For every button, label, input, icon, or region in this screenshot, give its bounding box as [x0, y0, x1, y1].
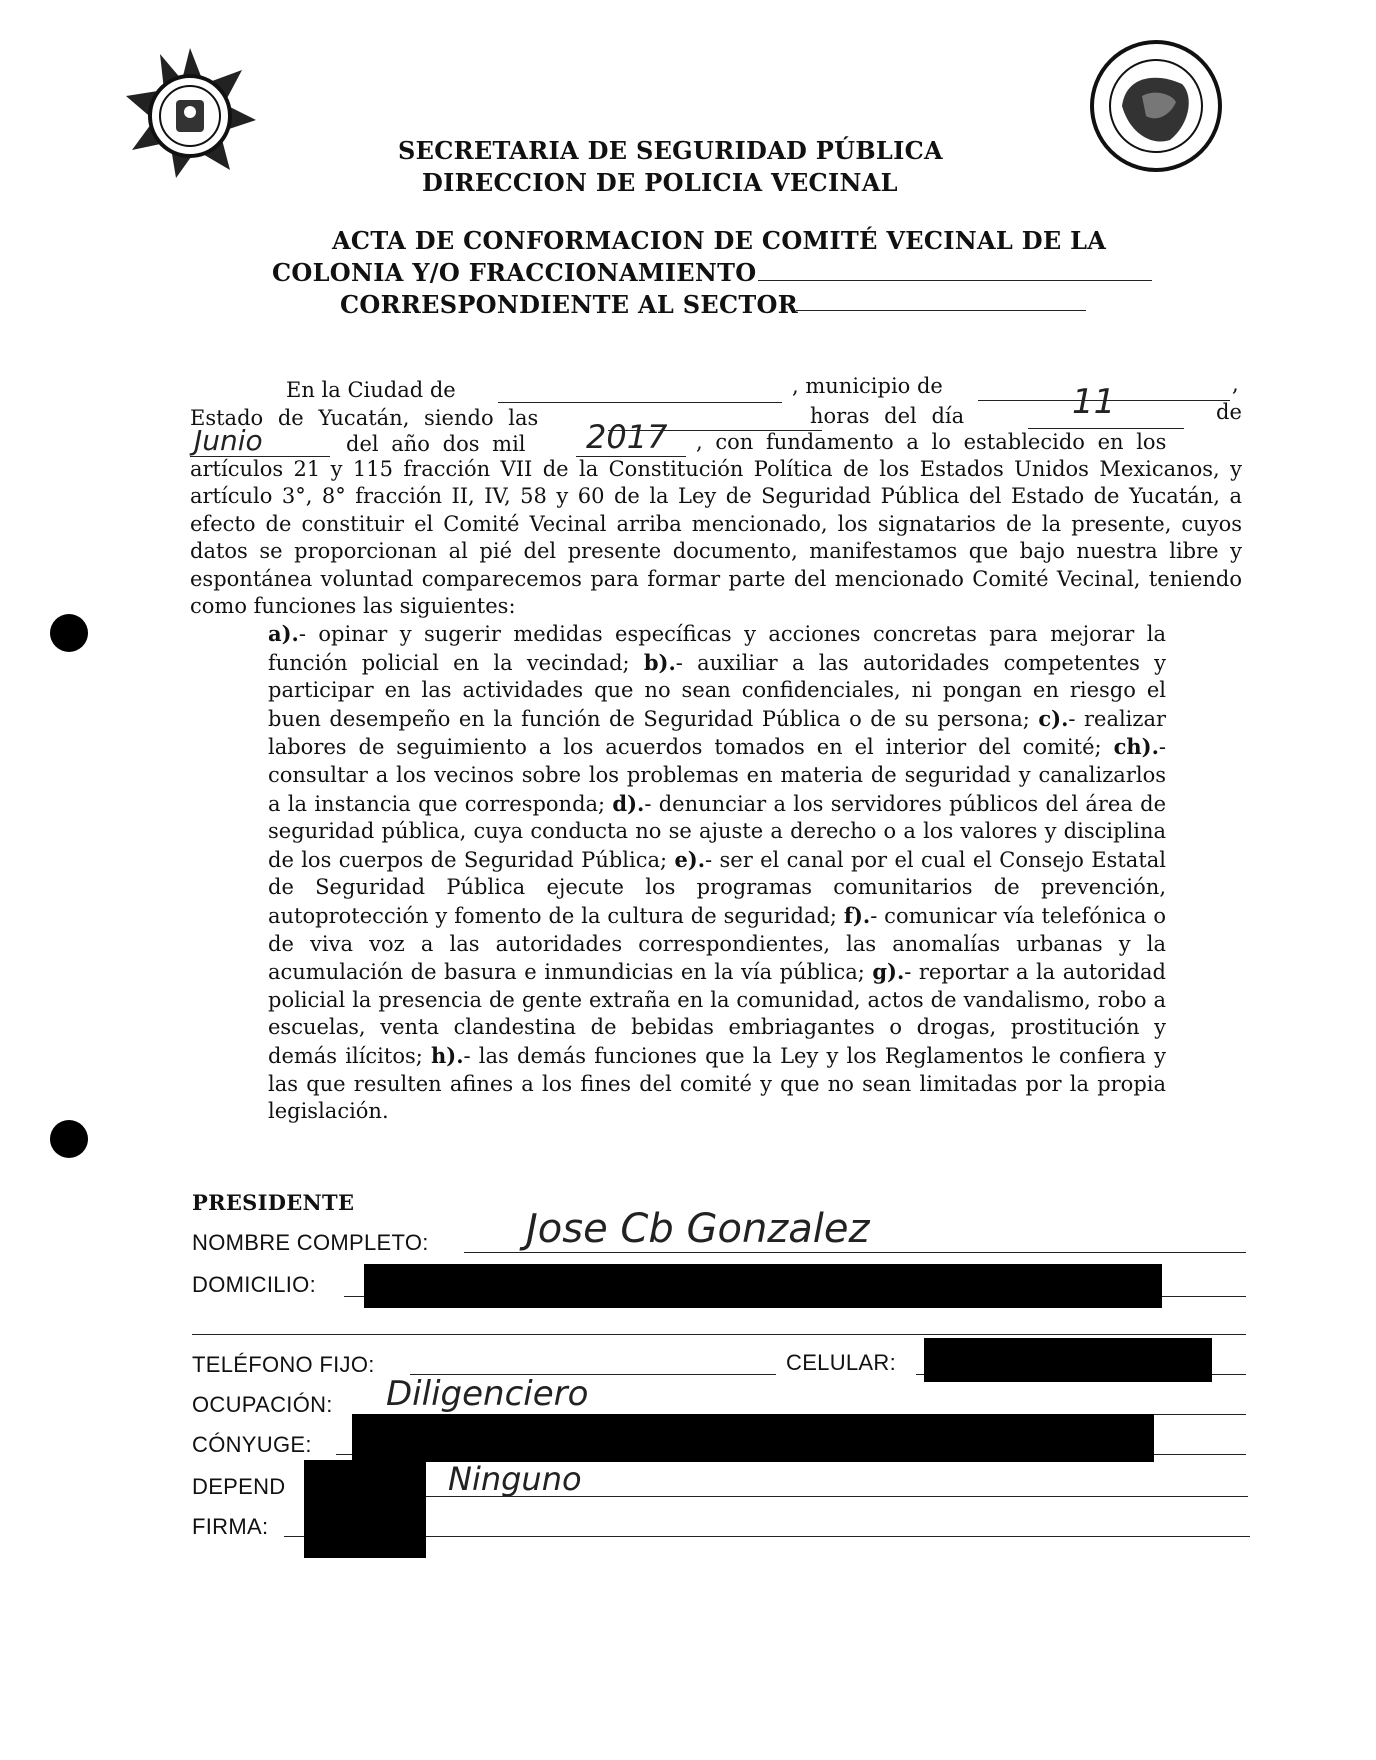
function-item: b).- auxiliar a las autoridades competentes y participar en las actividades que no sean confidenciales, ni pongan en riesgo el buen desempeño en la función de Seguridad Pública o de su persona;: [268, 649, 1166, 731]
punch-hole-dot: [50, 1120, 88, 1158]
handwritten-month: Junio: [194, 424, 263, 457]
domicilio-extra-line: [192, 1334, 1246, 1335]
firma-field-line: [284, 1536, 1250, 1537]
dependientes-label: DEPEND: [192, 1474, 286, 1499]
redaction-box: [924, 1338, 1212, 1382]
handwritten-nombre: Jose Cb Gonzalez: [526, 1206, 870, 1252]
telefono-label: TELÉFONO FIJO:: [192, 1352, 375, 1377]
function-item: h).- las demás funciones que la Ley y los Reglamentos le confiera y las que resulten afines a los fines del comité y que no sean limitadas por la propia legislación.: [268, 1042, 1166, 1124]
intro-estado-label: Estado de Yucatán, siendo las: [190, 406, 539, 430]
handwritten-dependientes: Ninguno: [448, 1460, 582, 1498]
conyuge-label: CÓNYUGE:: [192, 1432, 312, 1457]
header-line-1: SECRETARIA DE SEGURIDAD PÚBLICA: [398, 136, 943, 165]
intro-municipio-label: , municipio de: [792, 374, 943, 398]
handwritten-ocupacion: Diligenciero: [386, 1374, 589, 1414]
function-item: d).- denunciar a los servidores públicos del área de seguridad pública, cuya conducta no se ajuste a derecho o a los valores y disciplina de los cuerpos de Seguridad Pública;: [268, 790, 1167, 872]
nombre-field-line: [464, 1252, 1246, 1253]
title-line-2: COLONIA Y/O FRACCIONAMIENTO: [272, 258, 757, 287]
redaction-box: [364, 1264, 1162, 1308]
intro-anio-label: del año dos mil: [346, 432, 526, 456]
handwritten-year: 2017: [586, 418, 668, 456]
title-line-3: CORRESPONDIENTE AL SECTOR: [340, 290, 798, 319]
header-line-2: DIRECCION DE POLICIA VECINAL: [422, 168, 898, 197]
punch-hole-dot: [50, 614, 88, 652]
function-item: c).- realizar labores de seguimiento a los acuerdos tomados en el interior del comité;: [268, 705, 1167, 760]
celular-label: CELULAR:: [786, 1350, 896, 1375]
intro-de-label: de: [1216, 400, 1242, 424]
intro-fundamento-label: , con fundamento a lo establecido en los: [696, 430, 1167, 454]
function-item: f).- comunicar vía telefónica o de viva voz a las autoridades correspondientes, las anomalías urbanas y la acumulación de basura e inmundicias en la vía pública;: [268, 902, 1166, 985]
sector-field-line: [796, 310, 1086, 311]
ciudad-field-line: [498, 402, 782, 403]
redaction-box: [304, 1460, 426, 1558]
function-item: g).- reportar a la autoridad policial la presencia de gente extraña en la comunidad, actos de vandalismo, robo a escuelas, venta clandestina de bebidas embriagantes o drogas, prostitución y demás ilícitos;: [268, 959, 1166, 1068]
function-item: ch).- consultar a los vecinos sobre los problemas en materia de seguridad y canalizarlos a la instancia que corresponda;: [268, 734, 1166, 816]
handwritten-day: 11: [1072, 382, 1116, 422]
nombre-label: NOMBRE COMPLETO:: [192, 1230, 429, 1255]
intro-paragraph: artículos 21 y 115 fracción VII de la Constitución Política de los Estados Unidos Mexicanos, y artículo 3°, 8° fracción II, IV, 58 y 60 de la Ley de Seguridad Pública del Estado de Yucatán, a efecto de constituir el Comité Vecinal arriba mencionado, los signatarios de la presente, cuyos datos se proporcionan al pié del presente documento, manifestamos que bajo nuestra libre y espontánea voluntad comparecemos para formar parte del mencionado Comité Vecinal, teniendo como funciones las siguientes:: [190, 457, 1242, 619]
colonia-field-line: [758, 280, 1152, 281]
redaction-box: [352, 1414, 1154, 1462]
firma-label: FIRMA:: [192, 1514, 269, 1539]
ocupacion-label: OCUPACIÓN:: [192, 1392, 333, 1417]
dia-field-line: [1028, 428, 1184, 429]
form-section-title: PRESIDENTE: [192, 1190, 355, 1215]
consejo-estatal-seal-icon: [1086, 36, 1226, 176]
domicilio-label: DOMICILIO:: [192, 1272, 317, 1297]
intro-ciudad-label: En la Ciudad de: [286, 378, 456, 402]
function-item: a).- opinar y sugerir medidas específicas y acciones concretas para mejorar la función policial en la vecindad;: [268, 621, 1166, 675]
function-item: e).- ser el canal por el cual el Consejo Estatal de Seguridad Pública ejecute los programas comunitarios de prevención, autoprotección y fomento de la cultura de seguridad;: [268, 846, 1166, 928]
intro-horas-label: horas del día: [810, 404, 965, 428]
intro-comma: ,: [1232, 372, 1239, 396]
title-line-1: ACTA DE CONFORMACION DE COMITÉ VECINAL DE LA: [332, 226, 1107, 255]
star-badge-seal-icon: [120, 44, 260, 184]
functions-list: [268, 620, 1166, 1126]
